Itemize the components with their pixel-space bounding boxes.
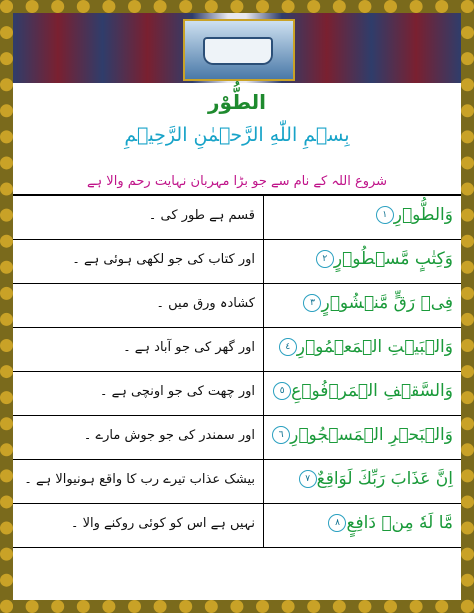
arabic-cell (265, 416, 461, 459)
verse-number-badge: ٥ (273, 382, 291, 400)
verse-row (13, 504, 461, 548)
verse-row (13, 284, 461, 328)
arabic-verse: اِنَّ عَذَابَ رَبِّكَ لَوَاقِعٌ٧ (295, 469, 453, 489)
arabic-cell (265, 196, 461, 239)
arabic-verse: وَكِتٰبٍ مَّسۡطُوۡرٍ٢ (312, 249, 453, 269)
translation-cell (17, 196, 264, 239)
verse-row (13, 240, 461, 284)
arabic-verse: فِىۡ رَقٍّ مَّنۡشُوۡرٍ٣ (299, 293, 453, 313)
verse-number-badge: ٨ (328, 514, 346, 532)
arabic-cell (265, 460, 461, 503)
arabic-cell (265, 504, 461, 547)
verse-number-badge: ٧ (299, 470, 317, 488)
verse-number-badge: ١ (376, 206, 394, 224)
translation-cell (17, 416, 264, 459)
urdu-translation: اور چھت کی جو اونچی ہے ۔ (99, 384, 255, 399)
urdu-translation: نہیں ہے اس کو کوئی روکنے والا ۔ (70, 516, 255, 531)
translation-cell (17, 372, 264, 415)
surah-title: الطُّوْر (208, 90, 266, 114)
verse-row (13, 372, 461, 416)
header-banner (13, 13, 461, 83)
arabic-verse: مَّا لَهٗ مِنۡ دَافِعٍ٨ (324, 513, 453, 533)
urdu-translation: کشادہ ورق میں ۔ (156, 296, 255, 311)
verse-number-badge: ٣ (303, 294, 321, 312)
urdu-translation: اور گھر کی جو آباد ہے ۔ (123, 340, 255, 355)
urdu-translation: بیشک عذاب تیرے رب کا واقع ہونیوالا ہے ۔ (24, 472, 255, 487)
verse-number-badge: ٦ (272, 426, 290, 444)
verse-row (13, 460, 461, 504)
arabic-cell (265, 372, 461, 415)
bismillah: بِسۡمِ اللّٰهِ الرَّحۡمٰنِ الرَّحِيۡمِ (124, 124, 350, 146)
arabic-verse: وَالسَّقۡفِ الۡمَرۡفُوۡعِ٥ (269, 381, 453, 401)
translation-cell (17, 328, 264, 371)
arabic-verse: وَالۡبَحۡرِ الۡمَسۡجُوۡرِ٦ (268, 425, 453, 445)
translation-cell (17, 240, 264, 283)
arabic-verse: وَالطُّوۡرِ١ (372, 205, 453, 225)
quran-book-image (183, 19, 295, 81)
translation-cell (17, 284, 264, 327)
verse-number-badge: ٢ (316, 250, 334, 268)
verse-number-badge: ٤ (279, 338, 297, 356)
page-content (13, 84, 461, 600)
verse-row (13, 328, 461, 372)
urdu-translation: اور سمندر کی جو جوش مارے ۔ (83, 428, 255, 443)
arabic-cell (265, 328, 461, 371)
verse-row (13, 416, 461, 460)
arabic-cell (265, 240, 461, 283)
verse-table (13, 194, 461, 548)
urdu-translation: اور کتاب کی جو لکھی ہوئی ہے ۔ (72, 252, 255, 267)
bismillah-translation: شروع اللہ کے نام سے جو بڑا مہربان نہایت رحم والا ہے (86, 174, 388, 189)
arabic-verse: وَالۡبَيۡتِ الۡمَعۡمُوۡرِ٤ (275, 337, 453, 357)
translation-cell (17, 460, 264, 503)
arabic-cell (265, 284, 461, 327)
verse-row (13, 196, 461, 240)
translation-cell (17, 504, 264, 547)
urdu-translation: قسم ہے طور کی ۔ (148, 208, 255, 223)
book-icon (203, 37, 273, 65)
